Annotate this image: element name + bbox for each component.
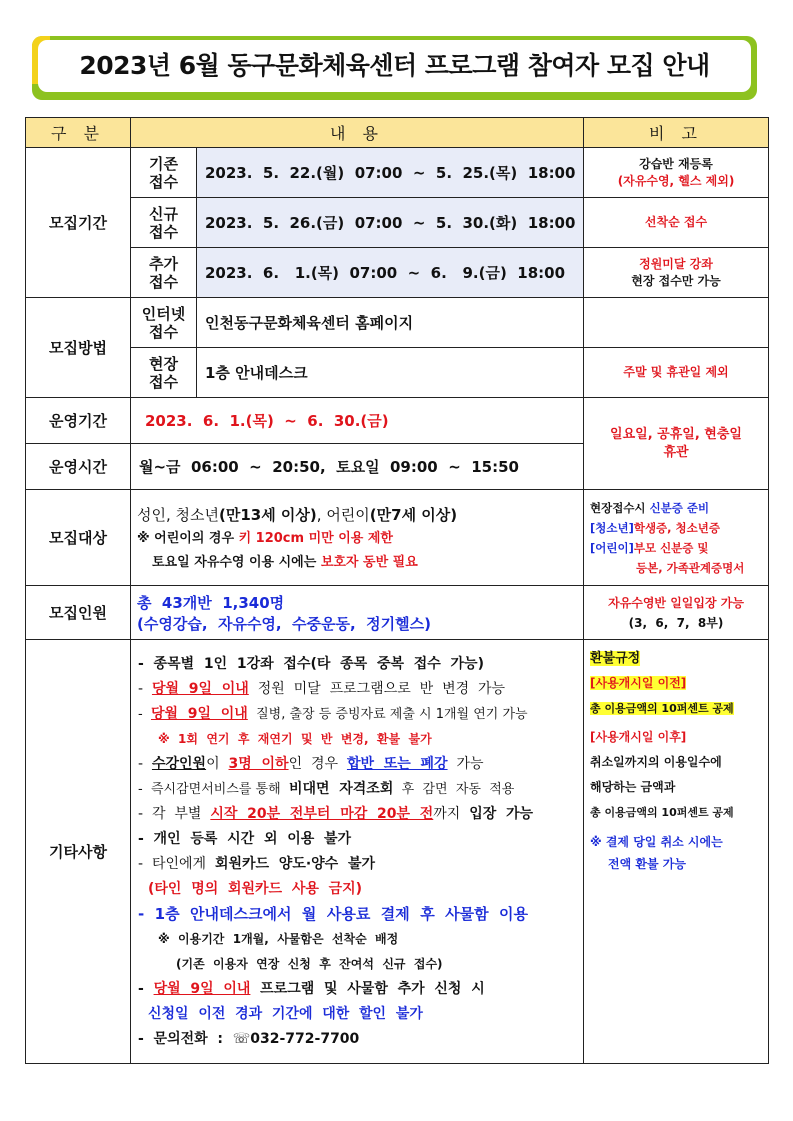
period-type-new: 신규 접수 [131,198,197,248]
capacity-content [131,586,584,640]
header-category: 구 분 [26,118,131,148]
etc-line13: (기존 이용자 연장 신청 후 잔여석 신규 접수) [176,956,443,971]
header-content: 내 용 [131,118,584,148]
period-note-additional: 정원미달 강좌 현장 접수만 가능 [584,248,769,298]
etc-line8: - 개인 등록 시간 외 이용 불가 [138,830,352,847]
etc-label: 기타사항 [26,640,131,1064]
method-content-internet: 인천동구문화체육센터 홈페이지 [197,298,584,348]
etc-line6: - 즉시감면서비스를 통해 비대면 자격조회 후 감면 자동 적용 [138,780,515,797]
method-content-onsite: 1층 안내데스크 [197,348,584,398]
operation-time-label: 운영시간 [26,444,131,490]
method-type-internet: 인터넷 접수 [131,298,197,348]
etc-line14: - 당월 9일 이내 프로그램 및 사물함 추가 신청 시 [138,980,485,997]
header-row [26,118,769,148]
method-type-onsite: 현장 접수 [131,348,197,398]
method-row-onsite [26,348,769,398]
refund-policy [584,640,769,1064]
capacity-line1: 총 43개반 1,340명 [137,593,285,612]
etc-line1: - 종목별 1인 1강좌 접수(타 종목 중복 접수 가능) [138,655,484,672]
target-line2: ※ 어린이의 경우 키 120cm 미만 이용 제한 [137,530,393,546]
refund-after-text3: 총 이용금액의 10퍼센트 공제 [590,806,734,819]
capacity-line2: (수영강습, 자유수영, 수중운동, 정기헬스) [137,614,431,633]
refund-after-text2: 해당하는 금액과 [590,780,676,794]
period-row-additional [26,248,769,298]
target-label: 모집대상 [26,490,131,586]
operation-note: 일요일, 공휴일, 현충일 휴관 [584,398,769,490]
recruit-period-label: 모집기간 [26,148,131,298]
target-line3: 토요일 자유수영 이용 시에는 보호자 동반 필요 [152,554,418,570]
method-note-internet [584,298,769,348]
etc-line5: - 수강인원이 3명 이하인 경우 합반 또는 폐강 가능 [138,755,484,772]
etc-line7: - 각 부별 시작 20분 전부터 마감 20분 전까지 입장 가능 [138,805,534,822]
period-type-existing: 기존 접수 [131,148,197,198]
etc-line15: 신청일 이전 경과 기간에 대한 할인 불가 [148,1005,423,1022]
operation-time-value: 월~금 06:00 ~ 20:50, 토요일 09:00 ~ 15:50 [131,444,584,490]
refund-after-label: [사용개시일 이후] [590,730,687,744]
period-note-new: 선착순 접수 [584,198,769,248]
target-note-line1: 현장접수시 신분증 준비 [590,500,710,515]
period-content-additional: 2023. 6. 1.(목) 07:00 ~ 6. 9.(금) 18:00 [197,248,584,298]
etc-line9: - 타인에게 회원카드 양도·양수 불가 [138,855,376,872]
etc-line10: (타인 명의 회원카드 사용 금지) [148,880,363,897]
period-row-new [26,198,769,248]
title-banner [32,36,757,100]
period-type-additional: 추가 접수 [131,248,197,298]
etc-line4: ※ 1회 연기 후 재연기 및 반 변경, 환불 불가 [158,731,432,746]
header-notes: 비 고 [584,118,769,148]
etc-line2: - 당월 9일 이내 정원 미달 프로그램으로 반 변경 가능 [138,680,506,697]
etc-line3: - 당월 9일 이내 질병, 출장 등 증빙자료 제출 시 1개월 연기 가능 [138,705,528,722]
etc-line12: ※ 이용기간 1개월, 사물함은 선착순 배정 [158,931,399,946]
recruitment-table [25,117,769,1064]
target-content [131,490,584,586]
recruit-method-label: 모집방법 [26,298,131,398]
period-content-existing: 2023. 5. 22.(월) 07:00 ~ 5. 25.(목) 18:00 [197,148,584,198]
target-note-line2: [청소년]학생증, 청소년증 [590,520,720,535]
capacity-label: 모집인원 [26,586,131,640]
target-line1: 성인, 청소년(만13세 이상), 어린이(만7세 이상) [137,505,458,524]
phone-number: ☏032-772-7700 [232,1030,360,1047]
refund-note1: ※ 결제 당일 취소 시에는 [590,835,723,849]
method-row-internet [26,298,769,348]
target-note-line3: [어린이]부모 신분증 및 [590,540,709,555]
target-note-line4: 등본, 가족관계증명서 [636,560,745,575]
refund-note2: 전액 환불 가능 [608,857,686,871]
capacity-note: 자유수영반 일일입장 가능 (3, 6, 7, 8부) [584,586,769,640]
target-row [26,490,769,586]
etc-content [131,640,584,1064]
operation-period-value: 2023. 6. 1.(목) ~ 6. 30.(금) [131,398,584,444]
refund-after-text1: 취소일까지의 이용일수에 [590,755,722,769]
target-note [584,490,769,586]
etc-row [26,640,769,1064]
etc-line11: - 1층 안내데스크에서 월 사용료 결제 후 사물함 이용 [138,904,529,923]
refund-before-text: 총 이용금액의 10퍼센트 공제 [590,702,734,715]
method-note-onsite: 주말 및 휴관일 제외 [584,348,769,398]
etc-line16: - 문의전화 : ☏032-772-7700 [138,1030,360,1047]
operation-period-row [26,398,769,444]
refund-before-label: [사용개시일 이전] [590,676,687,690]
page-title: 2023년 6월 동구문화체육센터 프로그램 참여자 모집 안내 [79,51,710,80]
period-content-new: 2023. 5. 26.(금) 07:00 ~ 5. 30.(화) 18:00 [197,198,584,248]
operation-period-label: 운영기간 [26,398,131,444]
capacity-row [26,586,769,640]
period-row-existing [26,148,769,198]
period-note-existing: 강습반 재등록 (자유수영, 헬스 제외) [584,148,769,198]
refund-title: 환불규정 [590,651,641,666]
